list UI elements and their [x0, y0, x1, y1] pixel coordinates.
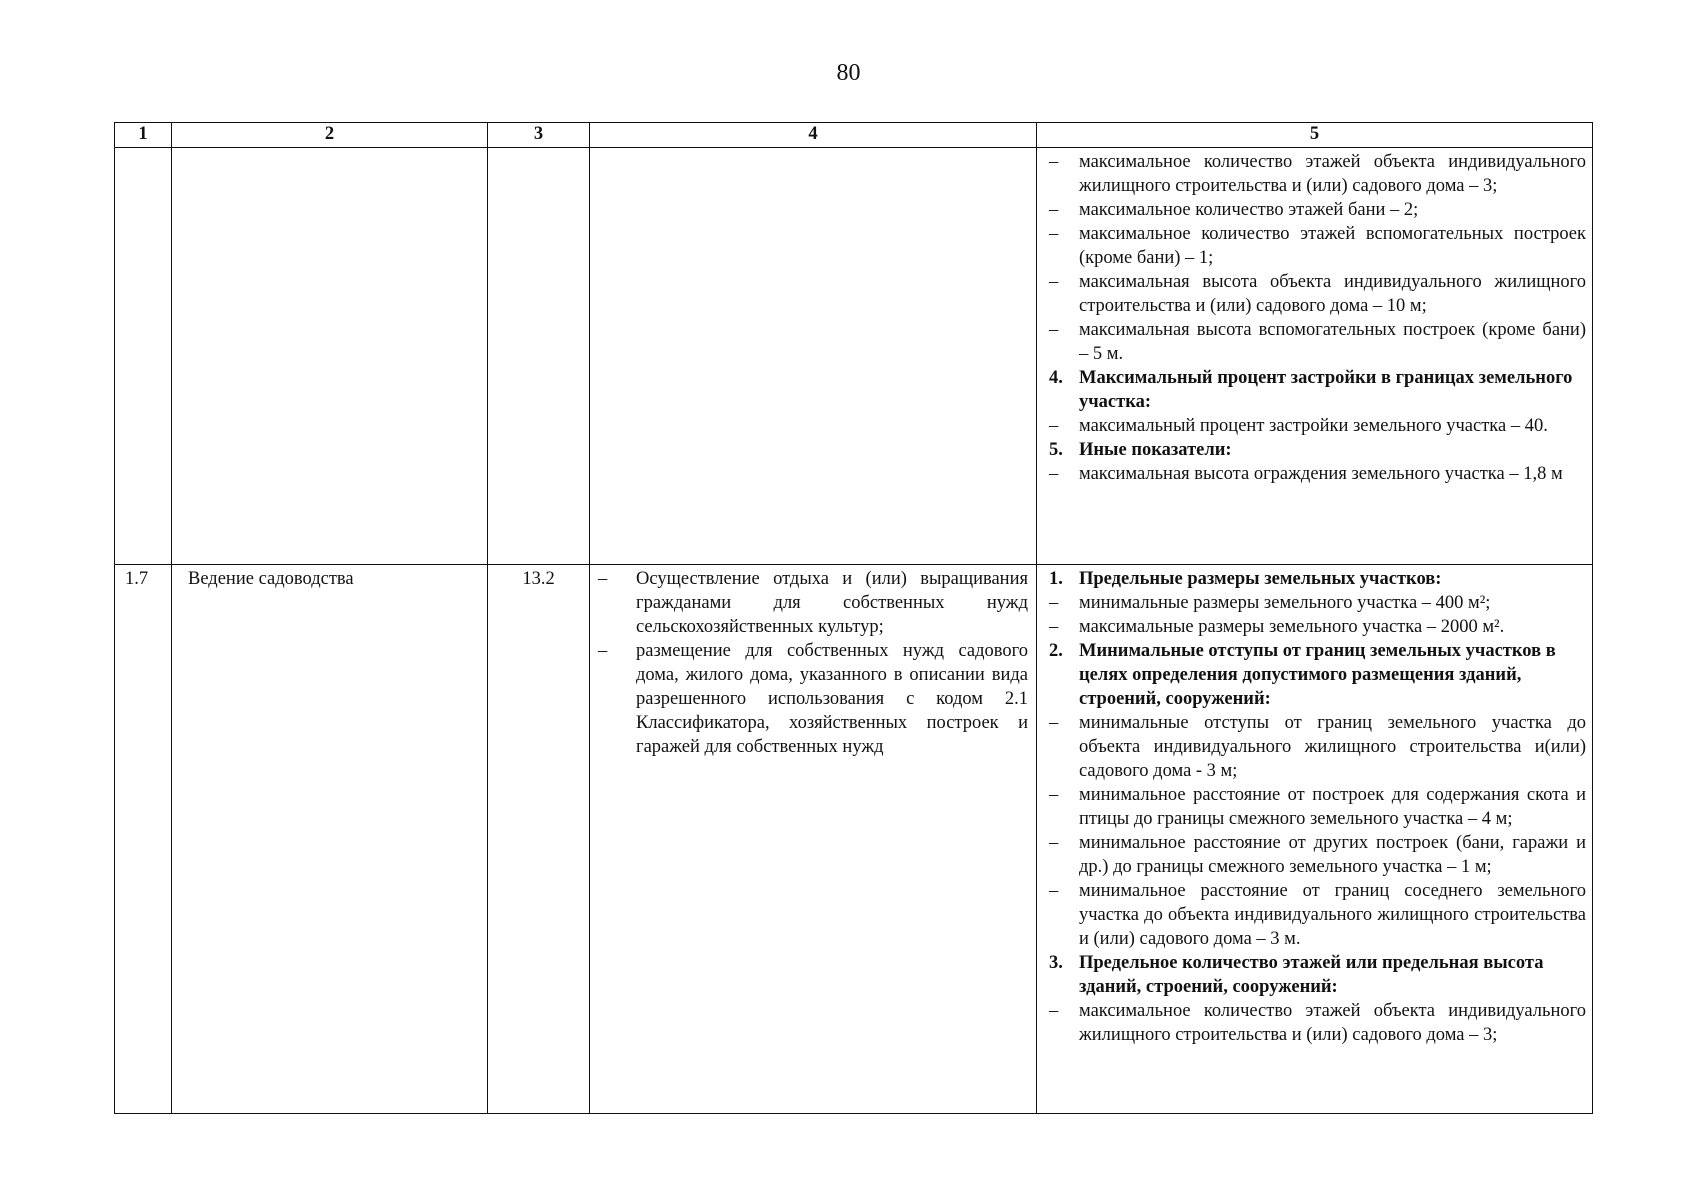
page-number: 80: [836, 60, 861, 86]
use-code-cell: 13.2: [488, 565, 590, 1114]
list-item: [1049, 711, 1586, 783]
list-item-text: Максимальный процент застройки в границах земельного участка:: [1079, 368, 1573, 412]
list-item-text: минимальное расстояние от границ соседнего земельного участка до объекта индивидуального жилищного строительства и (или) садового дома – 3 м.: [1079, 881, 1586, 949]
use-code-cell: [488, 148, 590, 565]
use-name-cell: [172, 148, 488, 565]
list-item-text: Минимальные отступы от границ земельных участков в целях определения допустимого размещения зданий, строений, сооружений:: [1079, 641, 1556, 709]
list-marker: –: [1049, 1001, 1059, 1021]
parameters-cell: [1037, 565, 1593, 1114]
list-marker: –: [1049, 416, 1059, 436]
list-marker: –: [1049, 272, 1059, 292]
list-item: [1049, 198, 1586, 222]
list-marker: –: [1049, 713, 1059, 733]
list-marker: –: [1049, 785, 1059, 805]
use-name-cell: Ведение садоводства: [172, 565, 488, 1114]
table-row: [115, 565, 1593, 1114]
regulations-table: [114, 122, 1593, 1114]
list-item-text: максимальная высота объекта индивидуального жилищного строительства и (или) садового дома – 10 м;: [1079, 272, 1586, 316]
header-row: [115, 123, 1593, 148]
header-cell-3: 3: [488, 123, 590, 148]
list-marker: –: [1049, 200, 1059, 220]
list-marker: –: [1049, 224, 1059, 244]
section-heading: [1049, 366, 1586, 414]
parameters-cell: [1037, 148, 1593, 565]
list-item: [1049, 615, 1586, 639]
list-item: [1049, 222, 1586, 270]
list-item-text: максимальное количество этажей объекта индивидуального жилищного строительства и (или) садового дома – 3;: [1079, 152, 1586, 196]
list-item: [1049, 783, 1586, 831]
list-item: [1049, 831, 1586, 879]
list-item-text: максимальное количество этажей вспомогательных построек (кроме бани) – 1;: [1079, 224, 1586, 268]
section-heading: [1049, 438, 1586, 462]
header-cell-5: 5: [1037, 123, 1593, 148]
use-description-cell: [590, 148, 1037, 565]
list-item-text: Предельные размеры земельных участков:: [1079, 569, 1442, 589]
list-item-text: максимальный процент застройки земельного участка – 40.: [1079, 416, 1548, 436]
list-marker: –: [1049, 833, 1059, 853]
list-item-text: Предельное количество этажей или предельная высота зданий, строений, сооружений:: [1079, 953, 1544, 997]
list-marker: –: [1049, 593, 1059, 613]
row-number-cell: [115, 148, 172, 565]
list-item: [1049, 462, 1586, 486]
list-item: [1049, 591, 1586, 615]
list-marker: 4.: [1049, 368, 1063, 388]
list-item-text: минимальные отступы от границ земельного участка до объекта индивидуального жилищного строительства и(или) садового дома - 3 м;: [1079, 713, 1586, 781]
use-description-cell: [590, 565, 1037, 1114]
list-item: [1049, 999, 1586, 1047]
list-item-text: Иные показатели:: [1079, 440, 1232, 460]
list-item-text: максимальные размеры земельного участка – 2000 м².: [1079, 617, 1505, 637]
list-item: [1049, 414, 1586, 438]
list-item-text: минимальное расстояние от построек для содержания скота и птицы до границы смежного земельного участка – 4 м;: [1079, 785, 1586, 829]
list-marker: 1.: [1049, 569, 1063, 589]
list-item-text: максимальное количество этажей объекта индивидуального жилищного строительства и (или) садового дома – 3;: [1079, 1001, 1586, 1045]
header-cell-1: 1: [115, 123, 172, 148]
list-item: [598, 567, 1028, 639]
list-marker: –: [1049, 464, 1059, 484]
list-marker: 2.: [1049, 641, 1063, 661]
section-heading: [1049, 951, 1586, 999]
list-marker: –: [598, 569, 608, 589]
header-cell-4: 4: [590, 123, 1037, 148]
list-item: [1049, 270, 1586, 318]
row-number-cell: 1.7: [115, 565, 172, 1114]
list-marker: 5.: [1049, 440, 1063, 460]
list-marker: 3.: [1049, 953, 1063, 973]
list-item: [598, 639, 1028, 759]
list-item-text: Осуществление отдыха и (или) выращивания гражданами для собственных нужд сельскохозяйственных культур;: [636, 569, 1028, 637]
list-item-text: минимальные размеры земельного участка – 400 м²;: [1079, 593, 1491, 613]
list-item-text: размещение для собственных нужд садового дома, жилого дома, указанного в описании вида разрешенного использования с кодом 2.1 Классификатора, хозяйственных построек и гаражей для собственных нужд: [636, 641, 1028, 757]
list-item: [1049, 879, 1586, 951]
list-marker: –: [1049, 320, 1059, 340]
list-item-text: максимальное количество этажей бани – 2;: [1079, 200, 1419, 220]
list-marker: –: [598, 641, 608, 661]
header-cell-2: 2: [172, 123, 488, 148]
list-item-text: максимальная высота вспомогательных построек (кроме бани) – 5 м.: [1079, 320, 1586, 364]
list-marker: –: [1049, 152, 1059, 172]
list-marker: –: [1049, 881, 1059, 901]
section-heading: [1049, 567, 1586, 591]
table-row: [115, 148, 1593, 565]
list-item: [1049, 150, 1586, 198]
section-heading: [1049, 639, 1586, 711]
list-marker: –: [1049, 617, 1059, 637]
list-item-text: минимальное расстояние от других построек (бани, гаражи и др.) до границы смежного земельного участка – 1 м;: [1079, 833, 1586, 877]
list-item-text: максимальная высота ограждения земельного участка – 1,8 м: [1079, 464, 1563, 484]
list-item: [1049, 318, 1586, 366]
